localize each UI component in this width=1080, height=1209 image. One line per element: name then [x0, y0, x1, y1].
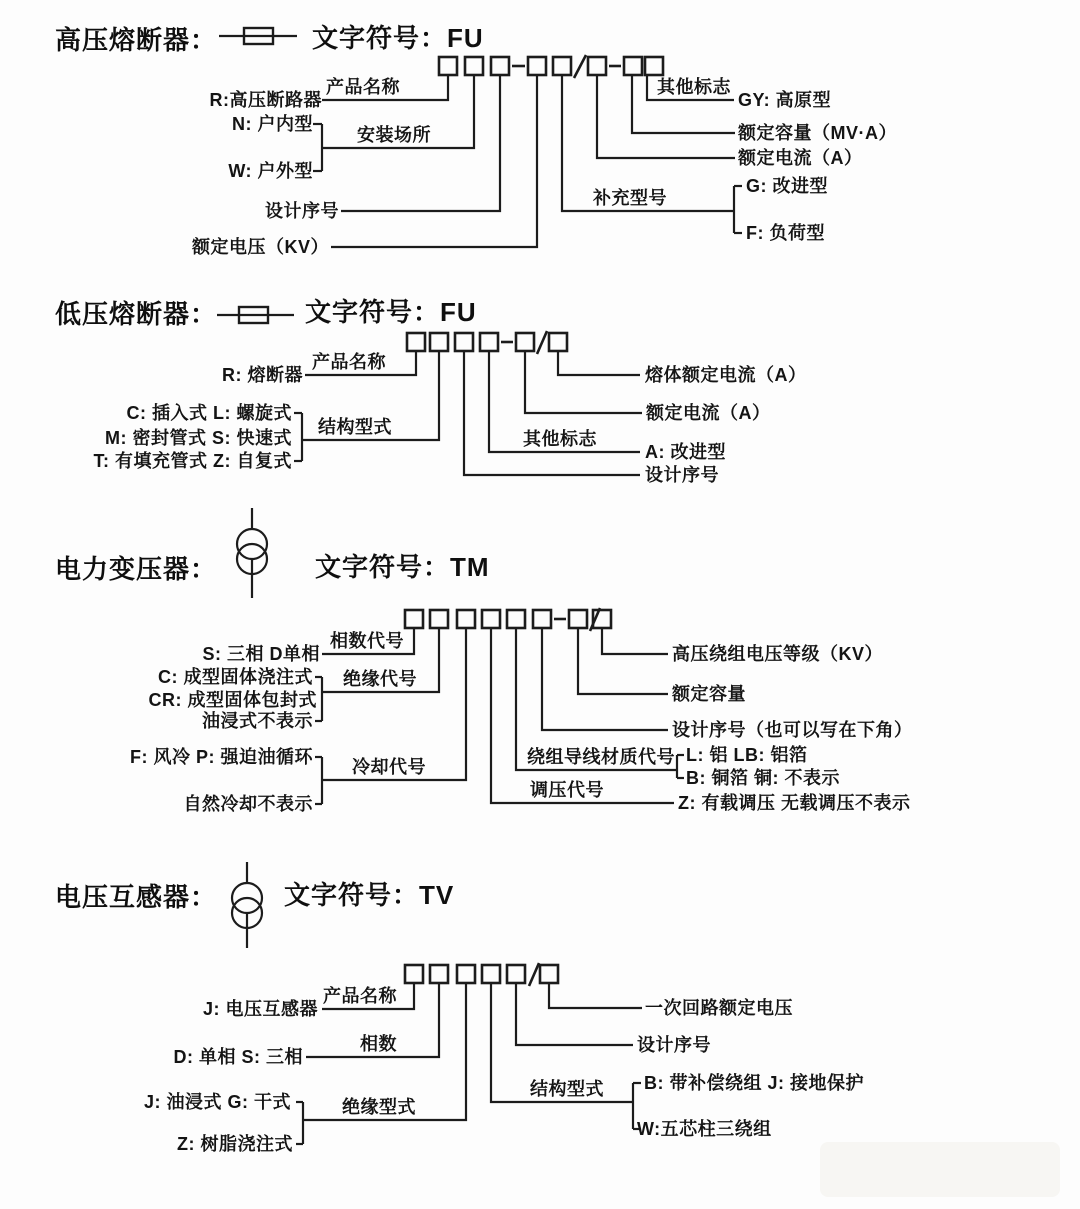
label-r-fuse: R: 熔断器 — [222, 365, 303, 385]
label-type-row3: T: 有填充管式 Z: 自复式 — [93, 451, 292, 471]
lv-fuse-title: 低压熔断器： — [55, 299, 218, 329]
label-primary-voltage: 一次回路额定电压 — [645, 998, 793, 1018]
hv-fuse-symbol-label: 文字符号：FU — [312, 23, 484, 53]
watermark-remnant — [820, 1142, 1060, 1197]
hv-fuse-connectors — [313, 75, 742, 247]
label-natural-cool: 自然冷却不表示 — [183, 794, 313, 814]
hv-fuse-code-boxes — [439, 55, 663, 78]
label-other-mark: 其他标志 — [657, 77, 731, 97]
label-b-copper: B: 铜箔 铜: 不表示 — [686, 768, 840, 788]
power-transformer-symbol-label: 文字符号：TM — [315, 552, 490, 582]
lv-fuse-symbol-label: 文字符号：FU — [305, 297, 477, 327]
voltage-transformer-symbol-icon — [232, 862, 262, 948]
label-winding-code: 绕组导线材质代号 — [527, 747, 675, 767]
label-supplement: 补充型号 — [593, 188, 667, 208]
label-g-improved: G: 改进型 — [746, 176, 828, 196]
label-z-onload: Z: 有载调压 无载调压不表示 — [678, 793, 911, 813]
power-transformer-title: 电力变压器： — [55, 554, 218, 584]
label-n-indoor: N: 户内型 — [232, 114, 313, 134]
label-structure: 结构型式 — [530, 1079, 604, 1099]
label-type-row2: M: 密封管式 S: 快速式 — [105, 428, 292, 448]
label-a-improved: A: 改进型 — [645, 442, 726, 462]
label-phase-row: S: 三相 D单相 — [202, 644, 320, 664]
label-design-serial: 设计序号（也可以写在下角） — [672, 720, 913, 740]
label-insul-type: 绝缘型式 — [342, 1097, 416, 1117]
label-insul-row: J: 油浸式 G: 干式 — [143, 1092, 291, 1112]
label-phase-row: D: 单相 S: 三相 — [173, 1047, 303, 1067]
label-cr-sealed: CR: 成型固体包封式 — [148, 690, 317, 710]
label-j-vt: J: 电压互感器 — [202, 999, 318, 1019]
label-cooling-code: 冷却代号 — [352, 757, 426, 777]
label-c-cast: C: 成型固体浇注式 — [158, 667, 313, 687]
label-gy-plateau: GY: 高原型 — [738, 90, 832, 110]
label-cooling-row: F: 风冷 P: 强迫油循环 — [130, 747, 313, 767]
voltage-transformer-code-boxes — [405, 963, 558, 986]
label-phase: 相数 — [360, 1034, 397, 1054]
label-z-resin: Z: 树脂浇注式 — [177, 1134, 293, 1154]
label-b-compensate: B: 带补偿绕组 J: 接地保护 — [644, 1073, 865, 1093]
label-w-outdoor: W: 户外型 — [228, 161, 313, 181]
label-product-name: 产品名称 — [312, 352, 386, 372]
power-transformer-code-boxes — [405, 608, 611, 631]
label-f-load: F: 负荷型 — [746, 223, 825, 243]
label-design-serial: 设计序号 — [645, 465, 719, 485]
label-structure-type: 结构型式 — [318, 417, 392, 437]
label-rated-capacity: 额定容量 — [672, 684, 746, 704]
label-l-aluminum: L: 铝 LB: 铝箔 — [686, 745, 808, 765]
label-r-hv-breaker: R:高压断路器 — [209, 90, 322, 110]
label-rated-current: 额定电流（A） — [646, 403, 771, 423]
lv-fuse-symbol-icon — [217, 307, 294, 323]
voltage-transformer-symbol-label: 文字符号：TV — [284, 880, 455, 910]
label-other-mark: 其他标志 — [523, 429, 597, 449]
label-rated-voltage: 额定电压（KV） — [191, 237, 329, 257]
label-hv-level: 高压绕组电压等级（KV） — [672, 644, 884, 664]
voltage-transformer-title: 电压互感器： — [55, 882, 218, 912]
label-product-name: 产品名称 — [326, 77, 400, 97]
lv-fuse-code-boxes — [407, 331, 567, 354]
voltage-transformer-connectors — [296, 983, 642, 1144]
label-design-serial: 设计序号 — [265, 201, 339, 221]
label-phase-code: 相数代号 — [330, 631, 404, 651]
label-type-row1: C: 插入式 L: 螺旋式 — [126, 403, 292, 423]
label-w-five-core: W:五芯柱三绕组 — [637, 1119, 772, 1139]
label-install-place: 安装场所 — [357, 125, 431, 145]
label-melt-current: 熔体额定电流（A） — [645, 365, 807, 385]
label-tap-code: 调压代号 — [530, 780, 604, 800]
label-rated-capacity: 额定容量（MV·A） — [738, 123, 897, 143]
power-transformer-symbol-icon — [237, 508, 267, 598]
label-oil-immersed: 油浸式不表示 — [202, 711, 313, 731]
label-insul-code: 绝缘代号 — [343, 669, 417, 689]
label-product-name: 产品名称 — [323, 986, 397, 1006]
hv-fuse-title: 高压熔断器： — [55, 25, 218, 55]
label-rated-current: 额定电流（A） — [738, 148, 863, 168]
label-design-serial: 设计序号 — [637, 1035, 711, 1055]
hv-fuse-symbol-icon — [219, 28, 297, 44]
